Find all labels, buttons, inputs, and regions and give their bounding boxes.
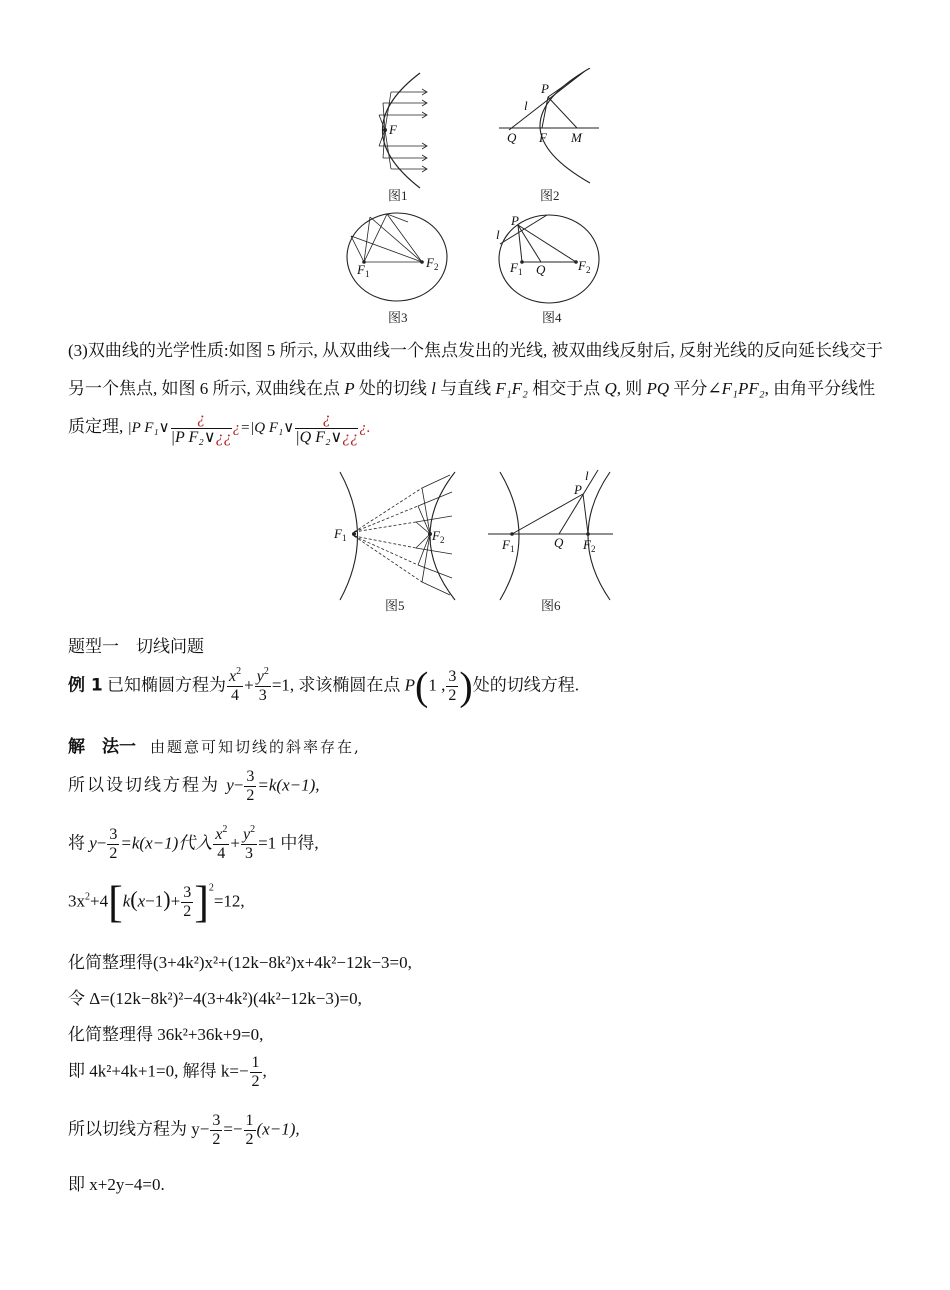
figure-5-caption: 图5 [385, 598, 405, 613]
extension-lines [354, 488, 422, 582]
hyperbola-left-branch [500, 472, 519, 600]
solution-line-4: 化简整理得(3+4k²)x²+(12k−8k²)x+4k²−12k−3=0, [68, 953, 412, 972]
example-1: 例 1 已知椭圆方程为 $\frac{x^2}{4}$ + $\frac{y^2}{3}$ =1, 求该椭圆在点 P(1 , $\frac{3}{2}$ )处的切线方程. [68, 663, 579, 709]
figure-4-caption: 图4 [542, 310, 562, 325]
section-title: 题型一 切线问题 [68, 637, 204, 657]
label-Q: Q [554, 535, 564, 550]
figure-2-caption: 图2 [540, 188, 560, 203]
focus-point [383, 128, 387, 132]
figure-1-caption: 图1 [388, 188, 408, 203]
figure-6 [488, 468, 618, 615]
bisector-formula: |P F₁∨ $\frac{¿}{\text{|P F₂∨¿¿}}$ ¿=|Q F₁∨ $\frac{¿}{\text{|Q F₂∨¿¿}}$ ¿. [127, 410, 371, 447]
figure-2 [495, 68, 605, 208]
solution-line-6: 化简整理得 36k²+36k+9=0, [68, 1025, 264, 1044]
tangent-line [559, 470, 598, 534]
figure-1 [355, 68, 445, 208]
label-F2: $F_2$ [426, 255, 439, 272]
solution-line-9: 即 x+2y−4=0. [68, 1175, 165, 1194]
solution-label: 解 法一 [68, 737, 136, 757]
hyperbola-optical-property-paragraph: (3)双曲线的光学性质:如图 5 所示, 从双曲线一个焦点发出的光线, 被双曲线反射后, 反射光线的反向延长线交于另一个焦点, 如图 6 所示, 双曲线在点 P 处的切线 l 与直线 F₁F₂ 相交于点 Q, 则 PQ 平分∠F₁PF₂, 由角平分线性质定理, |P F₁∨ $\frac{¿}{\text{|P F₂∨¿¿}}$ ¿=|Q F₁∨ $\frac{¿}{\text{|Q F₂∨¿¿}}$ ¿. [68, 341, 884, 447]
solution-line-8: 所以切线方程为 y− $\frac{3}{2}$ =− $\frac{1}{2}$ (x−1), [68, 1112, 300, 1148]
label-F1: $F_1$ [334, 526, 347, 543]
solution-line-1: 所以设切线方程为 y− $\frac{3}{2}$ =k(x−1), [68, 768, 320, 804]
label-Q: Q [536, 262, 546, 277]
label-P: P [574, 482, 582, 497]
label-P: P [541, 81, 549, 96]
label-l: l [524, 98, 528, 113]
figure-3 [342, 212, 452, 327]
label-F1: $F_1$ [357, 262, 370, 279]
label-l: l [496, 227, 500, 242]
reflection-rays [351, 214, 422, 262]
solution-line-5: 令 Δ=(12k−8k²)²−4(3+4k²)(4k²−12k−3)=0, [68, 989, 362, 1008]
figure-6-caption: 图6 [541, 598, 561, 613]
label-F2: $F_2$ [432, 528, 445, 545]
solution-line-0: 解 法一 由题意可知切线的斜率存在, [68, 737, 361, 757]
solution-line-7: 即 4k²+4k+1=0, 解得 k=− $\frac{1}{2}$ , [68, 1054, 267, 1090]
label-Q: Q [507, 130, 517, 145]
figure-5 [330, 470, 470, 615]
figure-3-caption: 图3 [388, 310, 408, 325]
label-F2: $F_2$ [578, 258, 591, 275]
label-M: M [571, 130, 582, 145]
label-F2: $F_2$ [583, 537, 596, 554]
solution-line-3: $3x^2+4[k(x-1)+$ $\frac{3}{2}$ ]$^2$=12, [68, 877, 245, 927]
tangent-line [500, 215, 547, 244]
label-F1: $F_1$ [502, 537, 515, 554]
example-label: 例 1 [68, 675, 103, 696]
label-F1: $F_1$ [510, 260, 523, 277]
label-P: P [511, 213, 519, 228]
label-F: F [539, 130, 547, 145]
focus-label: F [389, 122, 397, 137]
figure-4 [492, 212, 607, 327]
label-l: l [585, 468, 589, 483]
solution-line-2: 将 y− $\frac{3}{2}$ =k(x−1)代入 $\frac{x^2}{4}$ + $\frac{y^2}{3}$ =1 中得, [68, 824, 319, 862]
hyperbola-right-branch [588, 472, 610, 600]
